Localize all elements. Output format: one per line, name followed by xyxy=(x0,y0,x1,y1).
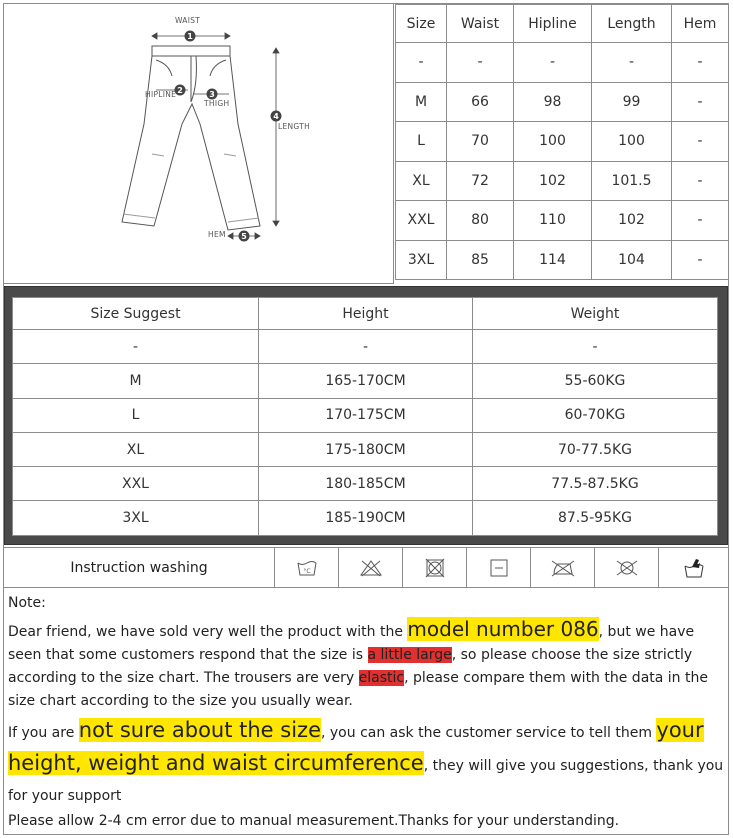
size-suggestion-table xyxy=(12,297,718,536)
cell: 70 xyxy=(447,122,514,162)
cell: - xyxy=(672,82,729,122)
iron-low-icon xyxy=(531,548,595,587)
highlight-little-large: a little large xyxy=(367,647,452,663)
cell: - xyxy=(672,240,729,280)
cell: - xyxy=(672,201,729,241)
cell: XL xyxy=(396,161,447,201)
cell: - xyxy=(447,43,514,83)
table-row xyxy=(13,330,718,364)
table-row xyxy=(13,398,718,432)
note-paragraph-3: Please allow 2-4 cm error due to manual measurement.Thanks for your understanding. xyxy=(8,813,620,829)
note-text: , you can ask the customer service to tell them xyxy=(321,725,657,741)
table-row xyxy=(396,122,729,162)
marker-4: 4 xyxy=(273,112,279,121)
table-row xyxy=(13,501,718,535)
table-row xyxy=(396,240,729,280)
cell: 175-180CM xyxy=(259,432,473,466)
cell: 85 xyxy=(447,240,514,280)
washing-instructions xyxy=(4,547,728,588)
cell: - xyxy=(13,330,259,364)
cell: - xyxy=(259,330,473,364)
no-tumble-dry-icon xyxy=(403,548,467,587)
note-text: , so please choose the size strictly according to the size chart. The trousers are very xyxy=(8,647,693,686)
cell: - xyxy=(672,161,729,201)
note-section xyxy=(8,592,726,831)
no-dry-clean-icon xyxy=(595,548,659,587)
cell: L xyxy=(396,122,447,162)
header-height: Height xyxy=(259,298,473,330)
note-paragraph-1 xyxy=(8,618,726,713)
marker-5: 5 xyxy=(241,232,247,241)
header-hipline: Hipline xyxy=(514,5,592,43)
cell: - xyxy=(473,330,718,364)
cell: 77.5-87.5KG xyxy=(473,467,718,501)
cell: 165-170CM xyxy=(259,364,473,398)
note-text: If you are xyxy=(8,725,79,741)
table-row xyxy=(13,364,718,398)
cell: 80 xyxy=(447,201,514,241)
cell: 55-60KG xyxy=(473,364,718,398)
cell: 170-175CM xyxy=(259,398,473,432)
header-weight: Weight xyxy=(473,298,718,330)
size-chart-header xyxy=(396,5,729,43)
cell: - xyxy=(672,122,729,162)
header-size-suggest: Size Suggest xyxy=(13,298,259,330)
size-chart-table xyxy=(395,4,729,280)
cell: 101.5 xyxy=(592,161,672,201)
cell: 72 xyxy=(447,161,514,201)
cell: XL xyxy=(13,432,259,466)
cell: 100 xyxy=(514,122,592,162)
cell: - xyxy=(396,43,447,83)
cell: - xyxy=(672,43,729,83)
wash-30-icon xyxy=(275,548,339,587)
label-hipline: HIPLINE xyxy=(145,90,177,99)
label-waist: WAIST xyxy=(175,16,201,25)
note-paragraph-2 xyxy=(8,715,726,811)
table-row xyxy=(396,82,729,122)
highlight-elastic: elastic xyxy=(358,670,405,686)
marker-2: 2 xyxy=(177,86,183,95)
washing-label: Instruction washing xyxy=(4,548,275,587)
header-waist: Waist xyxy=(447,5,514,43)
note-text: , they will give you suggestions, thank you for your support xyxy=(8,758,724,804)
trousers-drawing xyxy=(4,4,394,284)
cell: 3XL xyxy=(13,501,259,535)
header-hem: Hem xyxy=(672,5,729,43)
trousers-diagram xyxy=(4,4,394,284)
cell: 114 xyxy=(514,240,592,280)
table-row xyxy=(396,43,729,83)
cell: 185-190CM xyxy=(259,501,473,535)
cell: 110 xyxy=(514,201,592,241)
cell: 66 xyxy=(447,82,514,122)
table-row xyxy=(396,161,729,201)
header-size: Size xyxy=(396,5,447,43)
marker-3: 3 xyxy=(209,90,215,99)
label-thigh: THIGH xyxy=(204,99,230,108)
note-text: , but we have seen that some customers respond that the size is xyxy=(8,624,695,663)
cell: 87.5-95KG xyxy=(473,501,718,535)
note-title: Note: xyxy=(8,595,46,611)
cell: 102 xyxy=(592,201,672,241)
cell: 99 xyxy=(592,82,672,122)
highlight-not-sure: not sure about the size xyxy=(78,718,321,742)
cell: 102 xyxy=(514,161,592,201)
label-length: LENGTH xyxy=(278,122,311,131)
line-dry-icon xyxy=(467,548,531,587)
table-row xyxy=(13,432,718,466)
table-row xyxy=(396,201,729,241)
cell: XXL xyxy=(396,201,447,241)
cell: XXL xyxy=(13,467,259,501)
marker-1: 1 xyxy=(187,32,193,41)
svg-text:°C: °C xyxy=(302,567,311,575)
hand-wash-icon xyxy=(659,548,728,587)
no-bleach-icon xyxy=(339,548,403,587)
highlight-measurements: your height, weight and waist circumference xyxy=(8,718,704,775)
cell: 3XL xyxy=(396,240,447,280)
cell: M xyxy=(13,364,259,398)
cell: 70-77.5KG xyxy=(473,432,718,466)
cell: - xyxy=(592,43,672,83)
header-length: Length xyxy=(592,5,672,43)
note-text: Dear friend, we have sold very well the product with the xyxy=(8,624,408,640)
highlight-model-number: model number 086 xyxy=(407,617,599,641)
cell: - xyxy=(514,43,592,83)
cell: L xyxy=(13,398,259,432)
label-hem: HEM xyxy=(208,230,226,239)
cell: M xyxy=(396,82,447,122)
table-row xyxy=(13,467,718,501)
cell: 98 xyxy=(514,82,592,122)
cell: 180-185CM xyxy=(259,467,473,501)
cell: 104 xyxy=(592,240,672,280)
cell: 60-70KG xyxy=(473,398,718,432)
note-text: , please compare them with the data in the size chart according to the size you usually wear. xyxy=(8,670,708,709)
cell: 100 xyxy=(592,122,672,162)
suggestion-header xyxy=(13,298,718,330)
